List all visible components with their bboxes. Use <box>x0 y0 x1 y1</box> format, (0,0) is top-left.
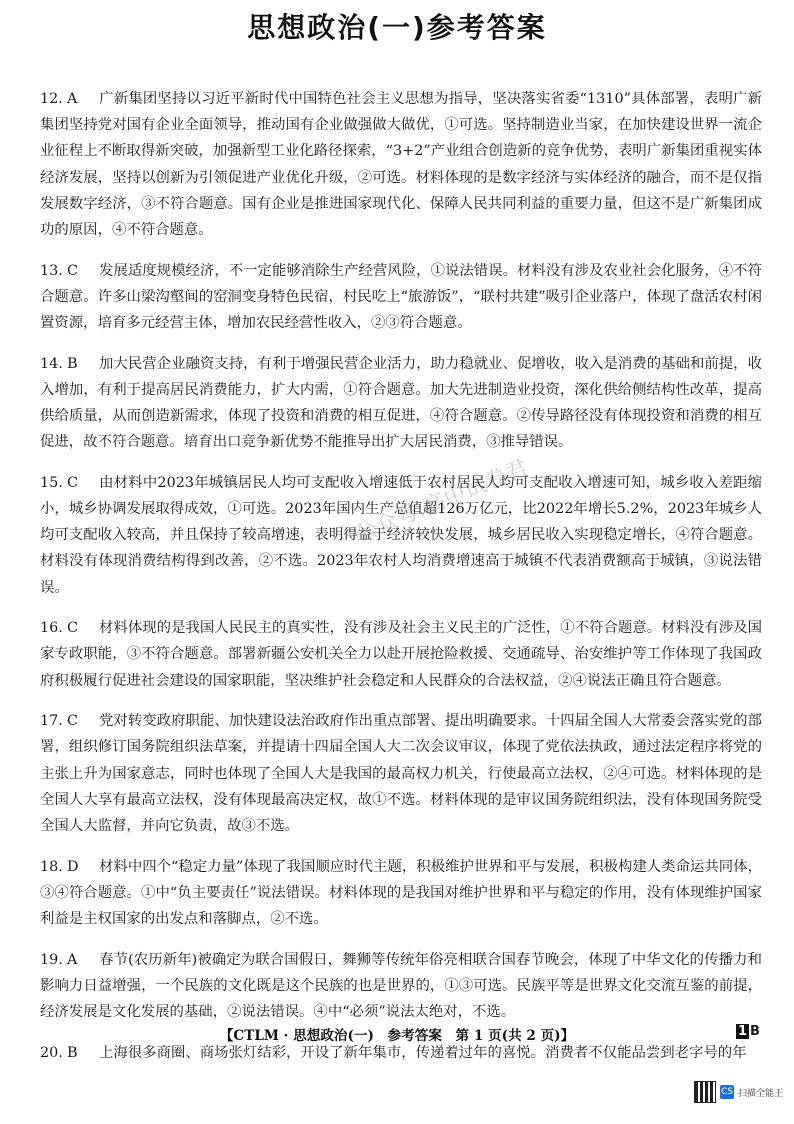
paper-code-letter: B <box>750 1024 760 1039</box>
answer-item-12: 12. A 广新集团坚持以习近平新时代中国特色社会主义思想为指导，坚决落实省委“1310”具体部署，表明广新集团坚持党对国有企业全面领导，推动国有企业做强做大做优，①可选。坚持制造业当家，在加快建设世界一流企业征程上不断取得新突破，加强新型工业化路径探索，“3+2”产业组合创造新的竞争优势，表明广新集团重视实体经济发展，坚持以创新为引领促进产业优化升级，②可选。材料体现的是数字经济与实体经济的融合，而不是仅指发展数字经济，③不符合题意。国有企业是推进国家现代化、保障人民共同利益的重要力量，但这不是广新集团成功的原因，④不符合题意。 <box>40 91 762 239</box>
qr-code-icon <box>694 1081 716 1103</box>
answer-list <box>40 86 762 1075</box>
paper-code-tag <box>736 1024 760 1039</box>
answer-item-20: 20. B 上海很多商圈、商场张灯结彩，开设了新年集市，传递着过年的喜悦。消费者不仅能品尝到老字号的年 <box>40 1044 747 1061</box>
scanner-label: 扫描全能王 <box>738 1088 784 1099</box>
answer-item-16: 16. C 材料体现的是我国人民民主的真实性，没有涉及社会主义民主的广泛性，①不符合题意。材料没有涉及国家专政职能，③不符合题意。部署新疆公安机关全力以赴开展抢险救援、交通疏导、治安维护等工作体现了我国政府积极履行促进社会建设的国家职能，坚决维护社会稳定和人民群众的合法权益，②④说法正确且符合题意。 <box>40 620 762 689</box>
answer-item-15: 15. C 由材料中2023年城镇居民人均可支配收入增速低于农村居民人均可支配收入增速可知，城乡收入差距缩小，城乡协调发展取得成效，①可选。2023年国内生产总值超126万亿元，比2022年增长5.2%，2023年城乡人均可支配收入较高，并且保持了较高增速，表明得益于经济较快发展，城乡居民收入实现稳定增长，④符合题意。材料没有体现消费结构得到改善，②不选。2023年农村人均消费增速高于城镇不代表消费额高于城镇，③说法错误。 <box>40 474 762 596</box>
page-footer: 【CTLM · 思想政治(一) 参考答案 第 1 页(共 2 页)】 <box>219 1028 575 1044</box>
answer-item-18: 18. D 材料中四个“稳定力量”体现了我国顺应时代主题，积极维护世界和平与发展，积极构建人类命运共同体，③④符合题意。①中“负主要责任”说法错误。材料体现的是我国对维护世界和平与稳定的作用，没有体现维护国家利益是主权国家的出发点和落脚点，②不选。 <box>40 858 762 928</box>
scanner-badge <box>694 1080 790 1104</box>
camscanner-icon: CS <box>721 1087 733 1097</box>
answer-item-19: 19. A 春节(农历新年)被确定为联合国假日，舞狮等传统年俗亮相联合国春节晚会，体现了中华文化的传播力和影响力日益增强，一个民族的文化既是这个民族的也是世界的，①③可选。民族平等是世界文化交流互鉴的前提，经济发展是文化发展的基础，②说法错误。④中“必须”说法太绝对，不选。 <box>40 951 762 1021</box>
answer-item-13: 13. C 发展适度规模经济，不一定能够消除生产经营风险，①说法错误。材料没有涉及农业社会化服务，④不符合题意。许多山梁沟壑间的窑洞变身特色民宿，村民吃上“旅游饭”，“联村共建”吸引企业落户，体现了盘活农村闲置资源，培育多元经营主体，增加农民经营性收入，②③符合题意。 <box>40 262 762 332</box>
watermark: 公众号:高中试卷君 <box>351 455 532 548</box>
paper-code-box: 1 <box>738 1024 748 1039</box>
answer-item-14: 14. B 加大民营企业融资支持，有利于增强民营企业活力，助力稳就业、促增收，收入是消费的基础和前提，收入增加，有利于提高居民消费能力，扩大内需，①符合题意。加大先进制造业投资，深化供给侧结构性改革，提高供给质量，从而创造新需求，体现了投资和消费的相互促进，④符合题意。②传导路径没有体现投资和消费的相互促进，故不符合题意。培育出口竞争新优势不能推导出扩大居民消费，③推导错误。 <box>40 355 762 451</box>
page-title: 思想政治(一)参考答案 <box>247 11 547 44</box>
answer-item-17: 17. C 党对转变政府职能、加快建设法治政府作出重点部署、提出明确要求。十四届全国人大常委会落实党的部署，组织修订国务院组织法草案，并提请十四届全国人大二次会议审议，体现了党依法执政，通过法定程序将党的主张上升为国家意志，同时也体现了全国人大是我国的最高权力机关，行使最高立法权，②④可选。材料体现的是全国人大享有最高立法权，没有体现最高决定权，故①不选。材料体现的是审议国务院组织法，没有体现国务院受全国人大监督，并向它负责，故③不选。 <box>40 713 762 835</box>
